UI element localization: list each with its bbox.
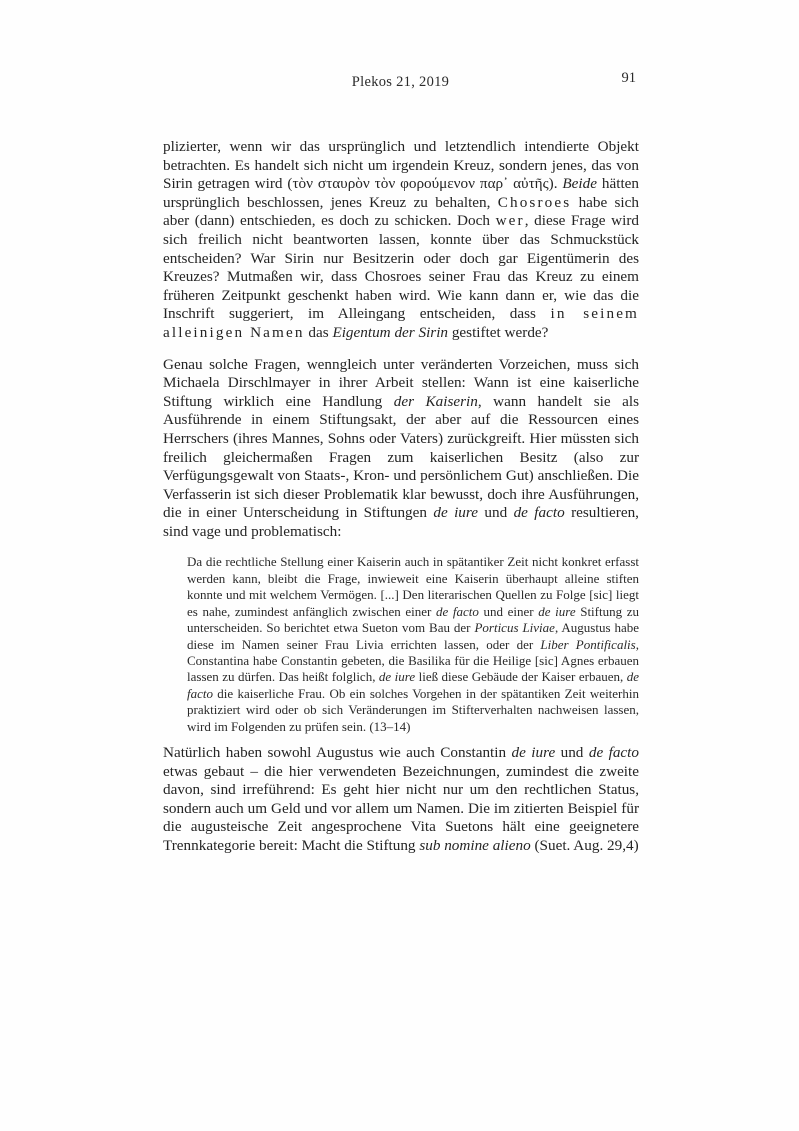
- text-segment: wer: [495, 212, 525, 230]
- text-segment: Liber Pontificalis: [540, 636, 636, 652]
- text-segment: habe sich aber (dann) entschieden, es doch zu schicken. Doch: [163, 193, 639, 230]
- text-segment: de iure: [538, 603, 576, 619]
- text-segment: Chosroes: [497, 193, 572, 211]
- text-segment: der Kaiserin: [393, 392, 478, 410]
- text-segment: in seinem alleinigen Namen: [163, 305, 639, 341]
- text-segment: und: [555, 743, 589, 761]
- text-segment: Beide: [562, 175, 597, 193]
- text-segment: , diese Frage wird sich freilich nicht beantworten lassen, konnte über das Schmuckstück entscheiden? War Sirin nur Besitzerin oder doch gar Eigentümerin des Kreuzes? Mutmaßen wir, dass Chosroes seiner Frau das Kreuz zu einem früheren Zeitpunkt geschenkt haben wird. Wie kann dann er, wie das die Inschrift suggeriert, im Alleingang entscheiden, dass: [163, 212, 640, 323]
- text-segment: , wann handelt sie als Ausführende in einem Stiftungsakt, der aber auf die Ressourcen eines Herrschers (ihres Mannes, Sohns oder Vaters) zurückgreift. Hier müssten sich freilich gleichermaßen Fragen zum kaiserlichen Besitz (also zur Verfügungsgewalt von Staats-, Kron- und persönlichem Gut) anschließen. Die Verfasserin ist sich dieser Problematik klar bewusst, doch ihre Ausführungen, die in einer Unterscheidung in Stiftungen: [163, 392, 639, 522]
- text-segment: de iure: [378, 669, 416, 685]
- text-segment: das: [304, 323, 333, 341]
- text-segment: Eigentum der Sirin: [332, 323, 449, 341]
- text-segment: (Suet. Aug. 29,4): [530, 836, 639, 854]
- text-segment: , Constantina habe Constantin gebeten, die Basilika für die Heilige [sic] Agnes erbauen lassen zu dürfen. Das heißt folglich,: [187, 636, 639, 685]
- paragraph: [163, 356, 639, 542]
- block-quote: [187, 554, 639, 734]
- text-segment: Natürlich haben sowohl Augustus wie auch Constantin: [163, 743, 512, 761]
- paragraph: [163, 744, 639, 856]
- text-segment: Stiftung zu unterscheiden. So berichtet etwa Sueton vom Bau der: [187, 603, 639, 636]
- text-segment: sub nomine alieno: [419, 836, 531, 854]
- text-segment: de iure: [511, 743, 556, 761]
- running-head: [163, 70, 638, 92]
- text-segment: resultieren, sind vage und problematisch:: [163, 504, 639, 540]
- text-segment: de facto: [436, 603, 479, 619]
- journal-title: Plekos 21, 2019: [351, 74, 450, 90]
- page-body: [163, 138, 639, 869]
- text-segment: plizierter, wenn wir das ursprünglich und letztendlich intendierte Objekt betrachten. Es handelt sich nicht um irgendein Kreuz, sondern jenes, das von Sirin getragen wird (τὸν σταυρὸν τὸν φορούμενον παρ᾽ αὐτῆς).: [163, 138, 639, 193]
- text-segment: de facto: [187, 669, 639, 701]
- text-segment: de facto: [588, 743, 639, 761]
- text-segment: , Augustus habe diese im Namen seiner Frau Livia errichten lassen, oder der: [187, 620, 640, 652]
- text-segment: die kaiserliche Frau. Ob ein solches Vorgehen in der spätantiken Zeit weiterhin praktiziert wird oder ob sich Veränderungen im Stifterverhalten nachweisen lassen, wird im Folgenden zu prüfen sein. (13–14): [187, 685, 639, 734]
- text-segment: hätten ursprünglich beschlossen, jenes Kreuz zu behalten,: [163, 175, 640, 211]
- text-segment: und: [478, 504, 514, 522]
- paragraph: [163, 138, 639, 343]
- text-segment: und einer: [478, 603, 539, 619]
- text-segment: Genau solche Fragen, wenngleich unter veränderten Vorzeichen, muss sich Michaela Dirschlmayer in ihrer Arbeit stellen: Wann ist eine kaiserliche Stiftung wirklich eine Handlung: [163, 355, 639, 410]
- text-segment: etwas gebaut – die hier verwendeten Bezeichnungen, zumindest die zweite davon, sind irreführend: Es geht hier nicht nur um den rechtlichen Status, sondern auch um Geld und vor allem um Namen. Die im zitierten Beispiel für die augusteische Zeit angesprochene Vita Suetons hält eine geeignetere Trennkategorie bereit: Macht die Stiftung: [163, 762, 639, 854]
- text-segment: Porticus Liviae: [474, 620, 555, 636]
- text-segment: de iure: [433, 504, 478, 522]
- text-segment: Da die rechtliche Stellung einer Kaiserin auch in spätantiker Zeit nicht konkret erfasst werden kann, bleibt die Frage, inwieweit eine Kaiserin überhaupt alleine stiften konnte und mit welchem Vermögen. [...] Den literarischen Quellen zu Folge [sic] liegt es nahe, zumindest anfänglich zwischen einer: [187, 554, 639, 619]
- text-segment: ließ diese Gebäude der Kaiser erbauen,: [415, 669, 627, 685]
- text-segment: de facto: [513, 504, 565, 522]
- page-number: 91: [621, 70, 636, 86]
- text-segment: gestiftet werde?: [448, 323, 549, 341]
